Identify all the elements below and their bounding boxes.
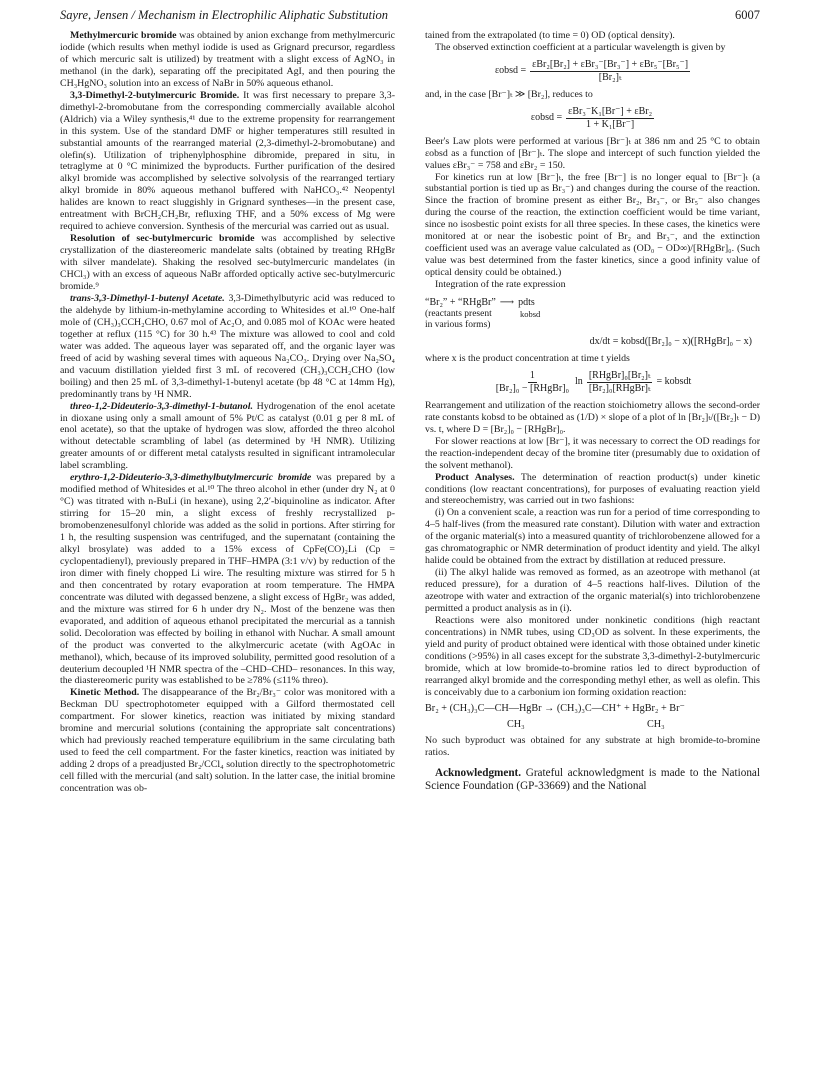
eq4-rhs: = kobsdt	[656, 376, 692, 388]
run-in-heading: erythro-1,2-Dideuterio-3,3-dimethylbutylmercuric bromide	[70, 472, 312, 484]
paragraph-text: The disappearance of the Br₂/Br₃⁻ color was monitored with a Beckman DU spectrophotometer equipped with a Gilford thermostated cell compartment. For slower kinetics, reaction was initiated by mixing standard bromine and mercurial solutions (containing the appropriate salt concentrations) which had previously reached temperature equilibrium in the same circulating bath used to feed the cell compartment. For the faster kinetics, reaction was initiated by adding 2 drops of a preadjusted Br₂/CCl₄ solution directly to the spectrophotometric cell filled with the mercurial (and salt) solution. In the latter case, the initial bromine concentration was ob-	[60, 687, 395, 795]
paragraph-kinetic-method	[60, 687, 395, 795]
paragraph-text: Grateful acknowledgment is made to the National Science Foundation (GP-33669) and the National	[425, 766, 760, 792]
eq1-fraction	[530, 59, 690, 84]
paragraph-text: Hydrogenation of the enol acetate in dioxane using only a small amount of 5% Pt/C as catalyst (0.01 g per 8 mL of enol acetate), so that the uptake of hydrogen was slow, afforded the threo alcohol without detectable scrambling of label (as determined by ¹H NMR). Utilizing greater amounts of or different metal catalysts resulted in significant intramolecular label scrambling.	[60, 400, 395, 472]
paragraph-text: was obtained by anion exchange from methylmercuric iodide (which results when methyl iodide is used as Grignard precursor, regardless of which mercuric salt is utilized) by treatment with a slight excess of AgNO₃ in methanol (in the dark), separating off the precipitated AgI, and then pouring the CH₃HgNO₃ solution into an excess of NaBr in 50% aqueous ethanol.	[60, 30, 395, 89]
run-in-heading: trans-3,3-Dimethyl-1-butenyl Acetate.	[70, 292, 225, 304]
eq1-lhs: εobsd =	[494, 65, 527, 77]
rx-note-2: in various forms)	[425, 320, 491, 331]
mechanism-equation: Br₂ + (CH₃)₃C—CH—HgBr → (CH₃)₃C—CH⁺ + HgBr₂ + Br⁻	[425, 702, 685, 714]
paragraph-threo-butanol	[60, 401, 395, 473]
paragraph-low-bromide: For kinetics run at low [Br⁻]ₜ, the free [Br⁻] is no longer equal to [Br⁻]ₜ (a substantial portion is tied up as Br₃⁻) and changes during the course of the reaction. Since the fraction of bromine present as either Br₂, Br₃⁻, or Br₅⁻ also changes during the course of the reaction, the extinction coefficient would be time variant, since no isosbestic point exists for all three species. In these cases, the kinetics were monitored at or near the isobestic point of Br₂ and Br₃⁻, and the extinction coefficient used was an average value calculated as (OD₀ − OD∞)/[RHgBr]₀. (Such value was best determined from the faster kinetics, since a good infinity value of optical density could be obtained.)	[425, 171, 760, 279]
reaction-arrow-icon: ⟶	[499, 297, 515, 309]
paragraph-text: The determination of reaction product(s) under kinetic conditions (low reactant concentrations), for purposes of evaluating reaction yield and stereochemistry, was carried out in two fashions:	[425, 471, 760, 507]
paragraph-nonkinetic: Reactions were also monitored under nonkinetic conditions (high reactant concentrations) in NMR tubes, using CD₃OD as solvent. In these experiments, the yield and purity of product obtained were identical with those obtained under kinetic conditions (>95%) in all cases except for the substrate 3,3-dimethyl-2-butylmercuric bromide, which at low bromide-to-bromine ratios led to direct byproduction of rearranged alkyl bromide and the corresponding methyl ether, as well as olefin. This is conceivably due to a carbonium ion forming oxidation reaction:	[425, 614, 760, 698]
run-in-heading: threo-1,2-Dideuterio-3,3-dimethyl-1-butanol.	[70, 400, 253, 412]
run-in-heading: Resolution of sec-butylmercuric bromide	[70, 233, 255, 245]
paragraph-butenyl-acetate	[60, 293, 395, 401]
equation-1	[425, 59, 760, 84]
paragraph-integration: Integration of the rate expression	[435, 279, 566, 291]
eq2-denominator: 1 + K₁[Br⁻]	[585, 118, 635, 130]
paragraph-product-analyses	[425, 472, 760, 508]
rate-reaction	[425, 297, 760, 331]
paragraph-extinction: The observed extinction coefficient at a particular wavelength is given by	[435, 41, 726, 53]
rx-rate-constant: kobsd	[520, 309, 541, 320]
acknowledgment	[425, 767, 760, 793]
right-column	[425, 30, 760, 793]
equation-2	[425, 106, 760, 131]
paragraph-text: was accomplished by selective crystallization of the diastereomeric mandelate salts (obtained by treating RHgBr with silver mandelate). Shaking the resolved sec-butylmercuric mandelates (in CHCl₃) with an excess of aqueous NaBr afforded optically active sec-butylmercuric bromide.⁹	[60, 233, 395, 293]
eq4-fraction-1	[494, 370, 571, 395]
run-in-heading: Acknowledgment.	[435, 766, 522, 779]
eq1-denominator: [Br₂]ₜ	[598, 71, 622, 83]
mech-methyl-right: CH₃	[647, 718, 665, 730]
paragraph-no-byproduct: No such byproduct was obtained for any substrate at high bromide-to-bromine ratios.	[425, 734, 760, 758]
paragraph-where-x: where x is the product concentration at time t yields	[425, 352, 630, 364]
running-title: Sayre, Jensen / Mechanism in Electrophilic Aliphatic Substitution	[60, 8, 388, 22]
run-in-heading: Product Analyses.	[435, 471, 515, 483]
paragraph-dimethylbutyl	[60, 90, 395, 233]
paragraph-text: 3,3-Dimethylbutyric acid was reduced to the aldehyde by lithium-in-methylamine according to Whitesides et al.¹⁰ One-half mole of (CH₃)₃CCH₂CHO, 0.67 mol of Ac₂O, and 0.085 mol of KOAc were heated together at reflux (115 °C) for 30 h.⁴³ The mixture was allowed to cool and cold water was added. The aqueous layer was separated off, and the organic layer was freed of acid by washing several times with aqueous Na₂CO₃. Drying over Na₂SO₄ and vacuum distillation yielded first 3 mL of recovered (CH₃)₃CCH₂CHO (low boiling) and then 25 mL of 3,3-dimethyl-1-butenyl acetate (bp 48 °C at 14mm Hg), predominantly trans by ¹H NMR.	[60, 292, 395, 400]
mech-methyl-left: CH₃	[507, 718, 525, 730]
run-in-heading: Methylmercuric bromide	[70, 30, 177, 41]
run-in-heading: 3,3-Dimethyl-2-butylmercuric Bromide.	[70, 89, 240, 101]
eq2-lhs: εobsd =	[530, 112, 563, 124]
eq4-f2-num: [RHgBr]₀[Br₂]ₜ	[588, 369, 651, 381]
run-in-heading: Kinetic Method.	[70, 687, 140, 699]
eq2-fraction	[566, 106, 654, 131]
mechanism-substituents	[425, 719, 760, 731]
rx-reactants: “Br₂” + “RHgBr”	[425, 297, 496, 309]
paragraph-reduces: and, in the case [Br⁻]ₜ ≫ [Br₂], reduces to	[425, 88, 593, 100]
paragraph-method-ii: (ii) The alkyl halide was removed as formed, as an azeotrope with methanol (at reduced pressure), for a duration of 4–5 reactions half-lives. Dilution of the azeotrope with water and extraction of the organic material(s) into trichlorobenzene permitted a product analysis as in (i).	[425, 567, 760, 615]
page-number: 6007	[735, 8, 760, 22]
paragraph-beers-law: Beer's Law plots were performed at various [Br⁻]ₜ at 386 nm and 25 °C to obtain εobsd as a function of [Br⁻]ₜ. The slope and intercept of such function yielded the values εBr₃⁻ = 758 and εBr₂ = 150.	[425, 135, 760, 171]
eq2-numerator: εBr₃⁻K₁[Br⁻] + εBr₂	[568, 105, 653, 117]
equation-3: dx/dt = kobsd([Br₂]₀ − x)([RHgBr]₀ − x)	[589, 336, 752, 348]
paragraph-text: It was first necessary to prepare 3,3-dimethyl-2-bromobutane from the corresponding commercially available alcohol (Aldrich) via a Wiley synthesis,⁴¹ due to the extreme propensity for rearrangement in this system. Use of the standard DMF or higher temperatures still resulted in substantial amounts of the rearranged material (2,3-dimethyl-2-bromobutane) and olefin(s). Utilization of triphenylphosphine dibromide, prepared in situ, in tetraglyme at 0 °C minimized the byproducts. Further purification of the desired alkyl bromide was accomplished by selective solvolysis of the rearranged tertiary alkyl bromide in 80% aqueous methanol buffered with NaHCO₃.⁴² Neopentyl halides are known to react sluggishly in Grignard syntheses—in the present case, entreatment with BrCH₂CH₂Br, refluxing THF, and a 50% excess of Mg were required to achieve conversion. Synthesis of the mercurial was carried out as usual.	[60, 89, 396, 233]
rx-products: pdts	[518, 297, 535, 309]
paragraph-continued: tained from the extrapolated (to time = 0) OD (optical density).	[425, 30, 675, 41]
eq4-f1-den: [Br₂]₀ − [RHgBr]₀	[495, 382, 570, 394]
paragraph-rearrangement: Rearrangement and utilization of the reaction stoichiometry allows the second-order rate constants kobsd to be obtained as (1/D) × slope of a plot of ln [Br₂]ₜ/([Br₂]ₜ − D) vs. t, where D = [Br₂]₀ − [RHgBr]₀.	[425, 399, 760, 435]
eq4-f2-den: [Br₂]₀[RHgBr]ₜ	[588, 382, 651, 394]
eq1-numerator: εBr₂[Br₂] + εBr₃⁻[Br₃⁻] + εBr₅⁻[Br₅⁻]	[532, 58, 689, 70]
equation-4	[425, 370, 760, 395]
paragraph-erythro	[60, 472, 395, 687]
eq4-f1-num: 1	[529, 369, 535, 381]
paragraph-method-i: (i) On a convenient scale, a reaction was run for a period of time corresponding to 4–5 half-lives (from the measured rate constant). Dilution with water and extraction of the organic material(s) into a measured quantity of trichlorobenzene allowed for a gas chromatographic or NMR determination of product identity and yield. The alkyl halide could be obtained from the extract by distillation at reduced pressure.	[425, 507, 760, 567]
eq4-fraction-2	[587, 370, 653, 395]
paragraph-text: was prepared by a modified method of Whitesides et al.¹⁰ The threo alcohol in ether (under dry N₂ at 0 °C) was titrated with n-BuLi (in hexane), using 2,2′-biquinoline as indicator. After stirring for 15–20 min, a slight excess of freshly recrystallized p-bromobenzenesulfonyl chloride was added as the solid in portions. After stirring for 1 h, the resulting suspension was centrifuged, and the supernatant (containing the alkyl brosylate) was added to a 15% excess of CpFe(CO)₂Li (Cp = cyclopentadienyl), previously prepared in THF–HMPA (3:1 v/v) by reduction of the iron dimer with finely chopped Li wire. The resulting mixture was stirred for 5 h and then concentrated by rotary evaporation at room temperature. The HMPA concentrate was diluted with degassed benzene, a slight excess of HgBr₂ was added, and the mixture was stirred for 6 h under dry N₂. Most of the benzene was then evaporated, and addition of aqueous ethanol precipitated the mercurial as a tannish solid. Decoloration was effected by boiling in ethanol with Nuchar. A small amount of the product was converted to the alkylmercuric acetate (with AgOAc in methanol), which, because of its improved solubility, permitted good resolution of a deuterium decoupled ¹H NMR spectra of the –CHD–CHD– resonances. In this way, the diastereomeric purity was established to be ≥78% (≤11% threo).	[60, 472, 395, 687]
paragraph-slower: For slower reactions at low [Br⁻], it was necessary to correct the OD readings for the reaction-independent decay of the bromine titer (presumably due to oxidation of the solvent methanol).	[425, 435, 760, 471]
paragraph-methylmercuric	[60, 30, 395, 90]
left-column	[60, 30, 395, 795]
rx-note-1: (reactants present	[425, 309, 492, 320]
paragraph-resolution	[60, 233, 395, 293]
running-header	[60, 8, 760, 26]
eq4-ln: ln	[575, 376, 583, 388]
